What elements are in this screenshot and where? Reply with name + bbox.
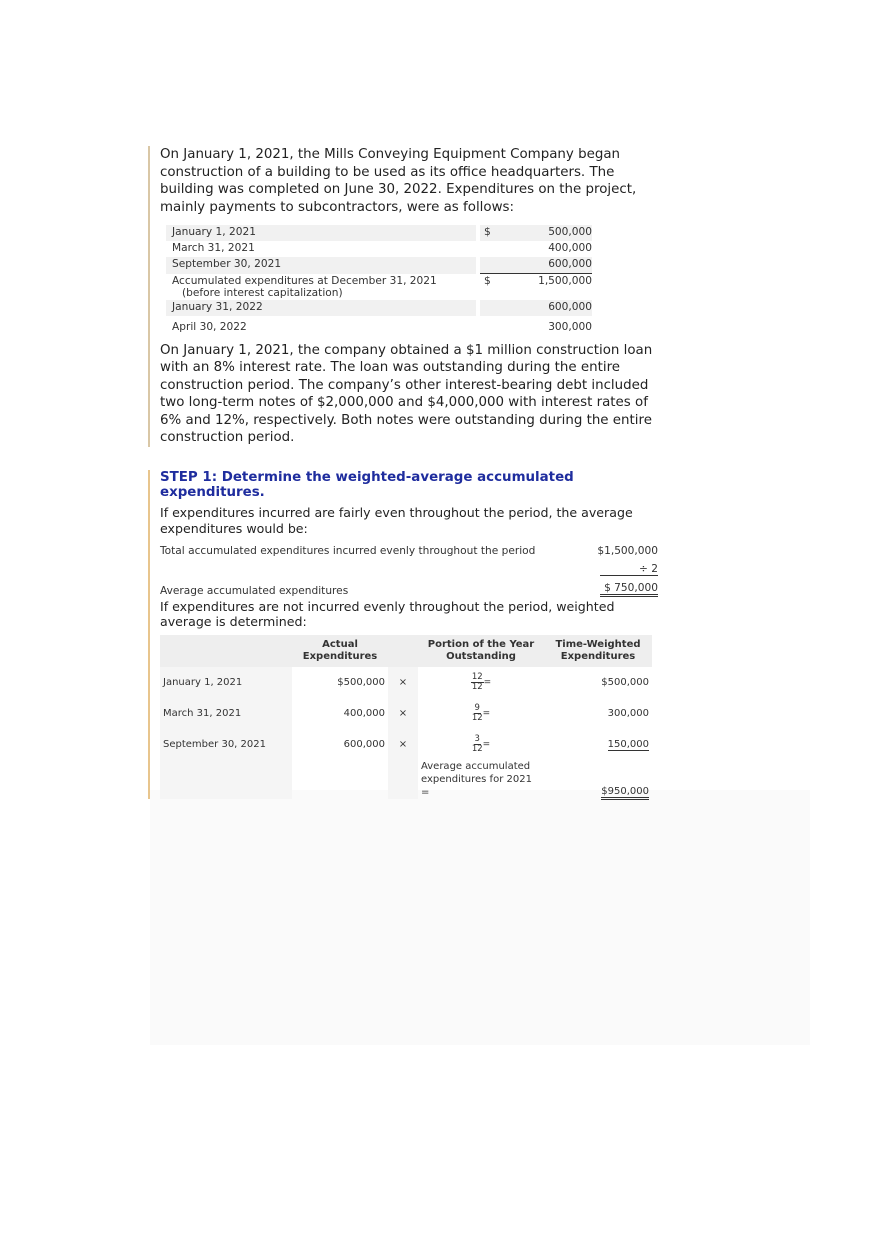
expenditure-amount: 400,000 [548, 242, 592, 254]
expenditure-currency [480, 241, 500, 257]
intro-paragraph: On January 1, 2021, the Mills Conveying Equipment Company began construction of a building to be used as its office headquarters. The building was completed on June 30, 2022. Expenditures on the project, mainly payments to subcontractors, were as follows: [160, 147, 637, 215]
row-actual: $500,000 [337, 677, 385, 688]
total-line [160, 542, 658, 557]
row-fraction: $\frac{9}{12}$ [471, 703, 483, 723]
expenditure-date: September 30, 2021 [166, 257, 476, 274]
divisor-line [160, 563, 658, 580]
table-row [166, 257, 592, 274]
expenditure-amount: 1,500,000 [538, 275, 592, 287]
table-row [160, 729, 652, 760]
row-equals: = [482, 708, 491, 719]
row-date: March 31, 2021 [160, 698, 292, 729]
expenditure-amount: 600,000 [500, 257, 592, 274]
total-weighted-value: $950,000 [601, 786, 649, 800]
expenditure-currency [480, 300, 500, 316]
average-line [160, 582, 658, 597]
weighted-table [160, 635, 652, 799]
expenditure-currency: $ [480, 225, 500, 241]
table-row [166, 316, 592, 336]
problem-section [148, 146, 665, 447]
average-label: Average accumulated expenditures [160, 585, 349, 597]
row-times: × [388, 729, 418, 760]
table-row [160, 698, 652, 729]
expenditure-date: January 1, 2021 [166, 225, 476, 241]
expenditures-table [166, 225, 592, 336]
row-result: $500,000 [601, 677, 649, 688]
even-paragraph: If expenditures incurred are fairly even throughout the period, the average expenditures would be: [160, 505, 633, 536]
table-total-row [160, 760, 652, 799]
row-equals: = [483, 677, 492, 688]
page-background-block [150, 790, 810, 1045]
header-actual: Actual Expenditures [292, 635, 388, 667]
total-weighted-label: Average accumulated expenditures for 2021 = [421, 761, 532, 798]
row-result: 150,000 [607, 739, 649, 750]
row-date: September 30, 2021 [160, 729, 292, 760]
average-value: $ 750,000 [600, 582, 658, 597]
total-value: $1,500,000 [597, 545, 658, 557]
table-row [166, 225, 592, 241]
accumulated-label: Accumulated expenditures at December 31, 2021 [172, 274, 437, 287]
table-row [166, 300, 592, 316]
row-times: × [388, 698, 418, 729]
total-label: Total accumulated expenditures incurred evenly throughout the period [160, 545, 536, 557]
divisor-value: ÷ 2 [600, 563, 658, 576]
table-row [166, 274, 592, 300]
header-time: Time-Weighted Expenditures [544, 635, 652, 667]
step1-heading: STEP 1: Determine the weighted-average accumulated expenditures. [160, 470, 574, 500]
expenditure-date: March 31, 2021 [172, 242, 255, 254]
row-actual: 400,000 [343, 708, 385, 719]
expenditure-amount: 600,000 [500, 300, 592, 316]
loan-paragraph: On January 1, 2021, the company obtained a $1 million construction loan with an 8% interest rate. The loan was outstanding during the entire construction period. The company’s other interest-bearing debt included two long-term notes of $2,000,000 and $4,000,000 with interest rates of 6% and 12%, respectively. Both notes were outstanding during the entire construction period. [160, 342, 653, 445]
expenditure-amount: 300,000 [548, 320, 592, 333]
header-portion: Portion of the Year Outstanding [418, 635, 544, 667]
accumulated-note: (before interest capitalization) [182, 286, 343, 299]
expenditure-date: April 30, 2022 [172, 320, 247, 333]
table-row [166, 241, 592, 257]
table-row [160, 667, 652, 698]
row-fraction: $\frac{12}{12}$ [471, 672, 483, 692]
row-times: × [388, 667, 418, 698]
expenditure-date: January 31, 2022 [166, 300, 476, 316]
expenditure-currency [480, 316, 500, 336]
row-equals: = [482, 739, 491, 750]
row-date: January 1, 2021 [160, 667, 292, 698]
row-result: 300,000 [607, 708, 649, 719]
step1-section [148, 470, 658, 799]
uneven-paragraph: If expenditures are not incurred evenly throughout the period, weighted average is determined: [160, 599, 615, 629]
row-actual: 600,000 [343, 739, 385, 750]
expenditure-currency: $ [484, 275, 491, 287]
expenditure-currency [480, 257, 500, 274]
row-fraction: $\frac{3}{12}$ [471, 734, 483, 754]
table-header-row [160, 635, 652, 667]
expenditure-date [166, 274, 476, 300]
expenditure-amount: 500,000 [500, 225, 592, 241]
